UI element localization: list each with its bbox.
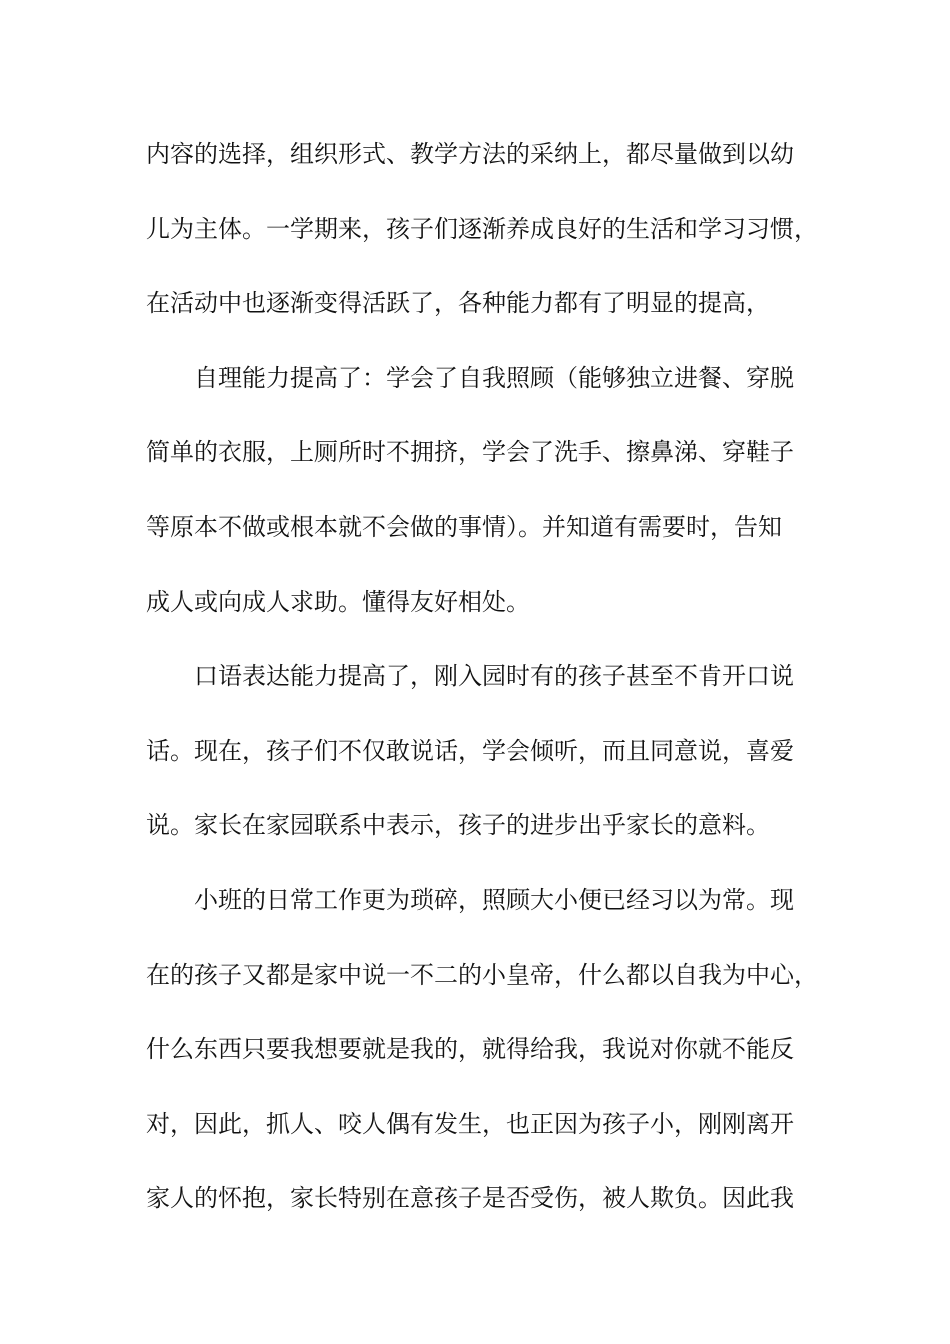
text-line: 等原本不做或根本就不会做的事情）。并知道有需要时，告知 [146, 512, 782, 541]
paragraph-start-line: 自理能力提高了：学会了自我照顾（能够独立进餐、穿脱 [194, 363, 794, 392]
text-line: 儿为主体。一学期来，孩子们逐渐养成良好的生活和学习习惯， [146, 214, 818, 243]
text-line: 在活动中也逐渐变得活跃了，各种能力都有了明显的提高， [146, 289, 770, 318]
text-line: 话。现在，孩子们不仅敢说话，学会倾听，而且同意说，喜爱 [146, 736, 794, 765]
paragraph-start-line: 口语表达能力提高了，刚入园时有的孩子甚至不肯开口说 [194, 662, 794, 691]
text-line: 对，因此，抓人、咬人偶有发生，也正因为孩子小，刚刚离开 [146, 1109, 794, 1138]
text-line: 什么东西只要我想要就是我的，就得给我，我说对你就不能反 [146, 1035, 794, 1064]
paragraph-start-line: 小班的日常工作更为琐碎，照顾大小便已经习以为常。现 [194, 885, 794, 914]
text-line: 说。家长在家园联系中表示，孩子的进步出乎家长的意料。 [146, 811, 770, 840]
text-line: 成人或向成人求助。懂得友好相处。 [146, 587, 530, 616]
document-body [146, 131, 816, 1250]
text-line: 简单的衣服，上厕所时不拥挤，学会了洗手、擦鼻涕、穿鞋子 [146, 438, 794, 467]
text-line: 家人的怀抱，家长特别在意孩子是否受伤，被人欺负。因此我 [146, 1184, 794, 1213]
text-line: 内容的选择，组织形式、教学方法的采纳上，都尽量做到以幼 [146, 140, 794, 168]
text-line: 在的孩子又都是家中说一不二的小皇帝，什么都以自我为中心， [146, 960, 818, 989]
